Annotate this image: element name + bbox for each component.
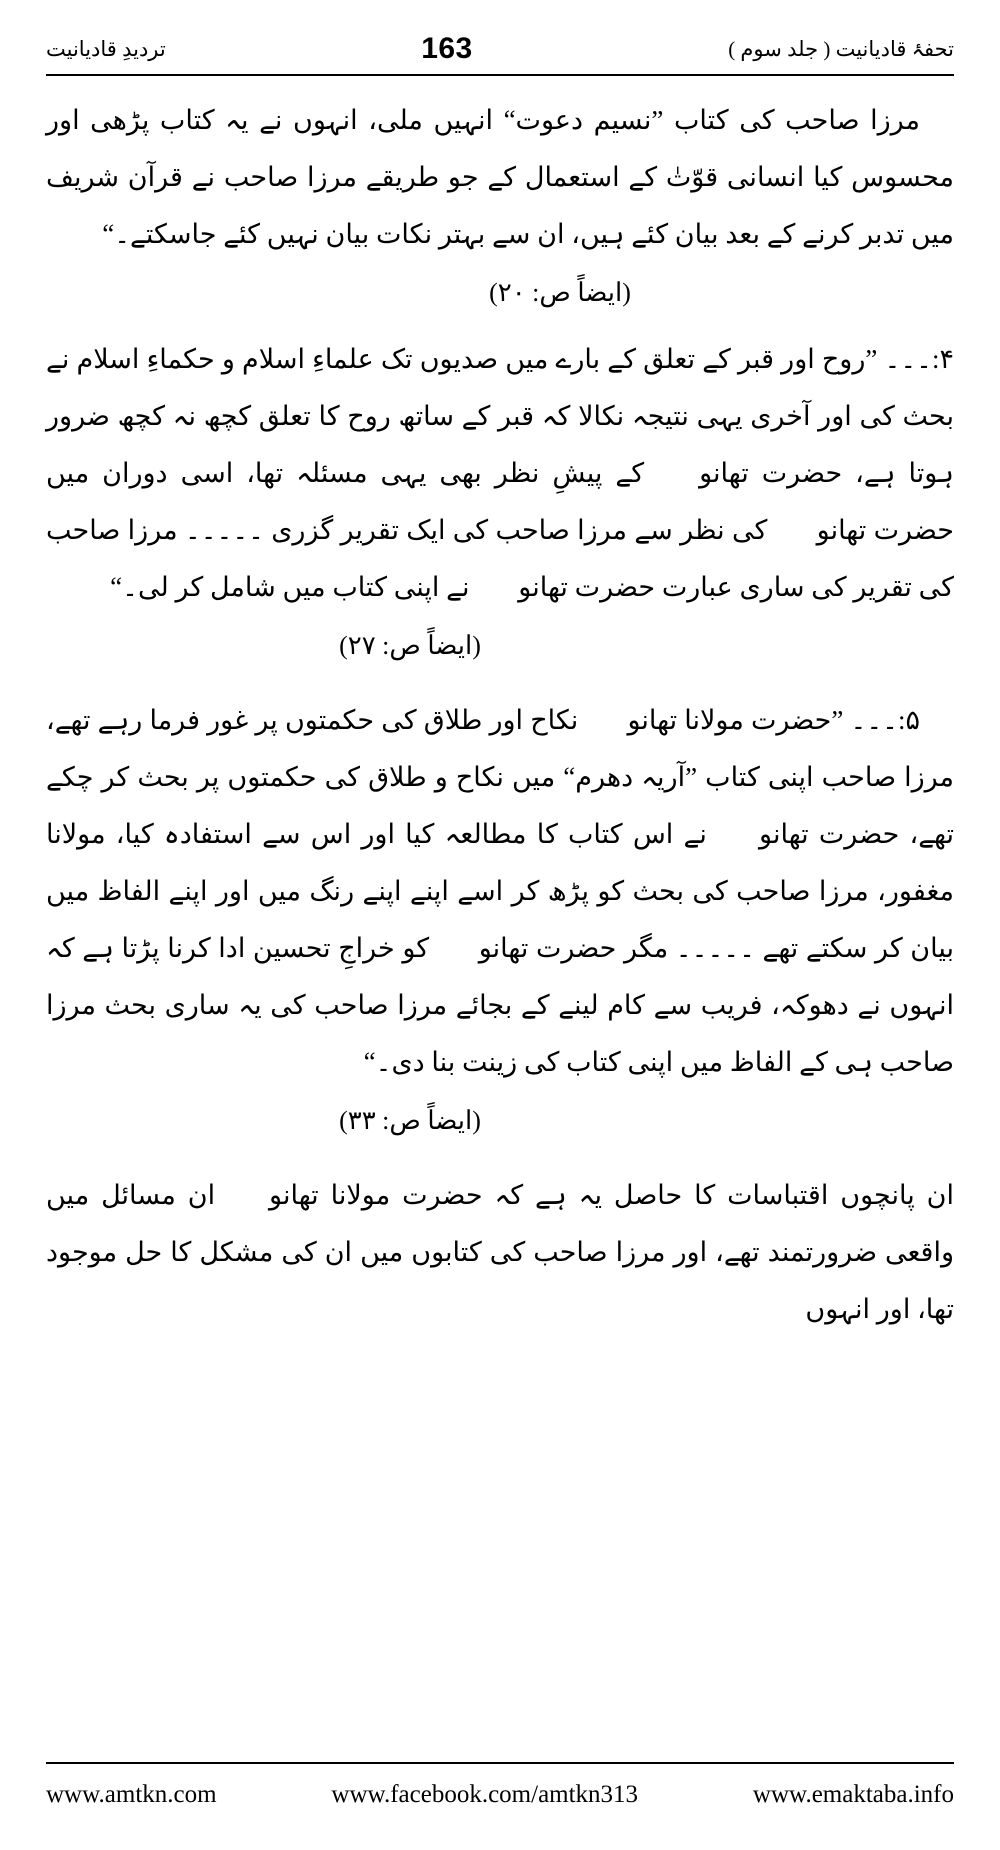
reference-3: (ایضاً ص: ۳۳): [339, 1106, 481, 1135]
footer-link-website[interactable]: www.amtkn.com: [46, 1781, 217, 1808]
reference-2: (ایضاً ص: ۲۷): [339, 631, 481, 660]
header-book-title: تحفۂ قادیانیت ( جلد سوم ): [728, 36, 954, 61]
paragraph-4: ان پانچوں اقتباسات کا حاصل یہ ہے کہ حضرت مولانا تھانویؒ ان مسائل میں واقعی ضرورتمند تھے، اور مرزا صاحب کی کتابوں میں ان کی مشکل کا حل موجود تھا، اور انہوں: [46, 1180, 954, 1324]
footer-link-emaktaba[interactable]: www.emaktaba.info: [752, 1781, 954, 1808]
page-number: 163: [421, 32, 473, 65]
footer-divider: [46, 1762, 954, 1764]
paragraph-1: مرزا صاحب کی کتاب ”نسیم دعوت“ انہیں ملی، انہوں نے یہ کتاب پڑھی اور محسوس کیا انسانی قوّتٰ کے استعمال کے جو طریقے مرزا صاحب نے قرآن شریف میں تدبر کرنے کے بعد بیان کئے ہیں، ان سے بہتر نکات بیان نہیں کئے جاسکتے۔“: [46, 105, 954, 249]
page-footer: [46, 1770, 954, 1820]
page-content: [46, 92, 954, 1730]
paragraph-3: ۵:۔۔۔ ”حضرت مولانا تھانویؒ نکاح اور طلاق کی حکمتوں پر غور فرما رہے تھے، مرزا صاحب اپنی کتاب ”آریہ دھرم“ میں نکاح و طلاق کی حکمتوں پر بحث کر چکے تھے، حضرت تھانویؒ نے اس کتاب کا مطالعہ کیا اور اس سے استفادہ کیا، مولانا مغفور، مرزا صاحب کی بحث کو پڑھ کر اسے اپنے اپنے رنگ میں اور اپنے الفاظ میں بیان کر سکتے تھے ۔۔۔۔۔ مگر حضرت تھانویؒ کو خراجِ تحسین ادا کرنا پڑتا ہے کہ انہوں نے دھوکہ، فریب سے کام لینے کے بجائے مرزا صاحب کی یہ ساری بحث مرزا صاحب ہی کے الفاظ میں اپنی کتاب کی زینت بنا دی۔“: [46, 705, 954, 1077]
footer-link-facebook[interactable]: www.facebook.com/amtkn313: [331, 1781, 639, 1808]
header-series-title: تردیدِ قادیانیت: [46, 36, 166, 61]
paragraph-2: ۴:۔۔۔ ”روح اور قبر کے تعلق کے بارے میں صدیوں تک علماءِ اسلام و حکماءِ اسلام نے بحث کی اور آخری یہی نتیجہ نکالا کہ قبر کے ساتھ روح کا تعلق کچھ نہ کچھ ضرور ہوتا ہے، حضرت تھانویؒ کے پیشِ نظر بھی یہی مسئلہ تھا، اسی دوران میں حضرت تھانویؒ کی نظر سے مرزا صاحب کی ایک تقریر گزری ۔۔۔۔۔ مرزا صاحب کی تقریر کی ساری عبارت حضرت تھانویؒ نے اپنی کتاب میں شامل کر لی۔“: [46, 344, 954, 602]
reference-1: (ایضاً ص: ۲۰): [489, 278, 631, 307]
page-header: [46, 24, 954, 74]
header-divider: [46, 74, 954, 76]
